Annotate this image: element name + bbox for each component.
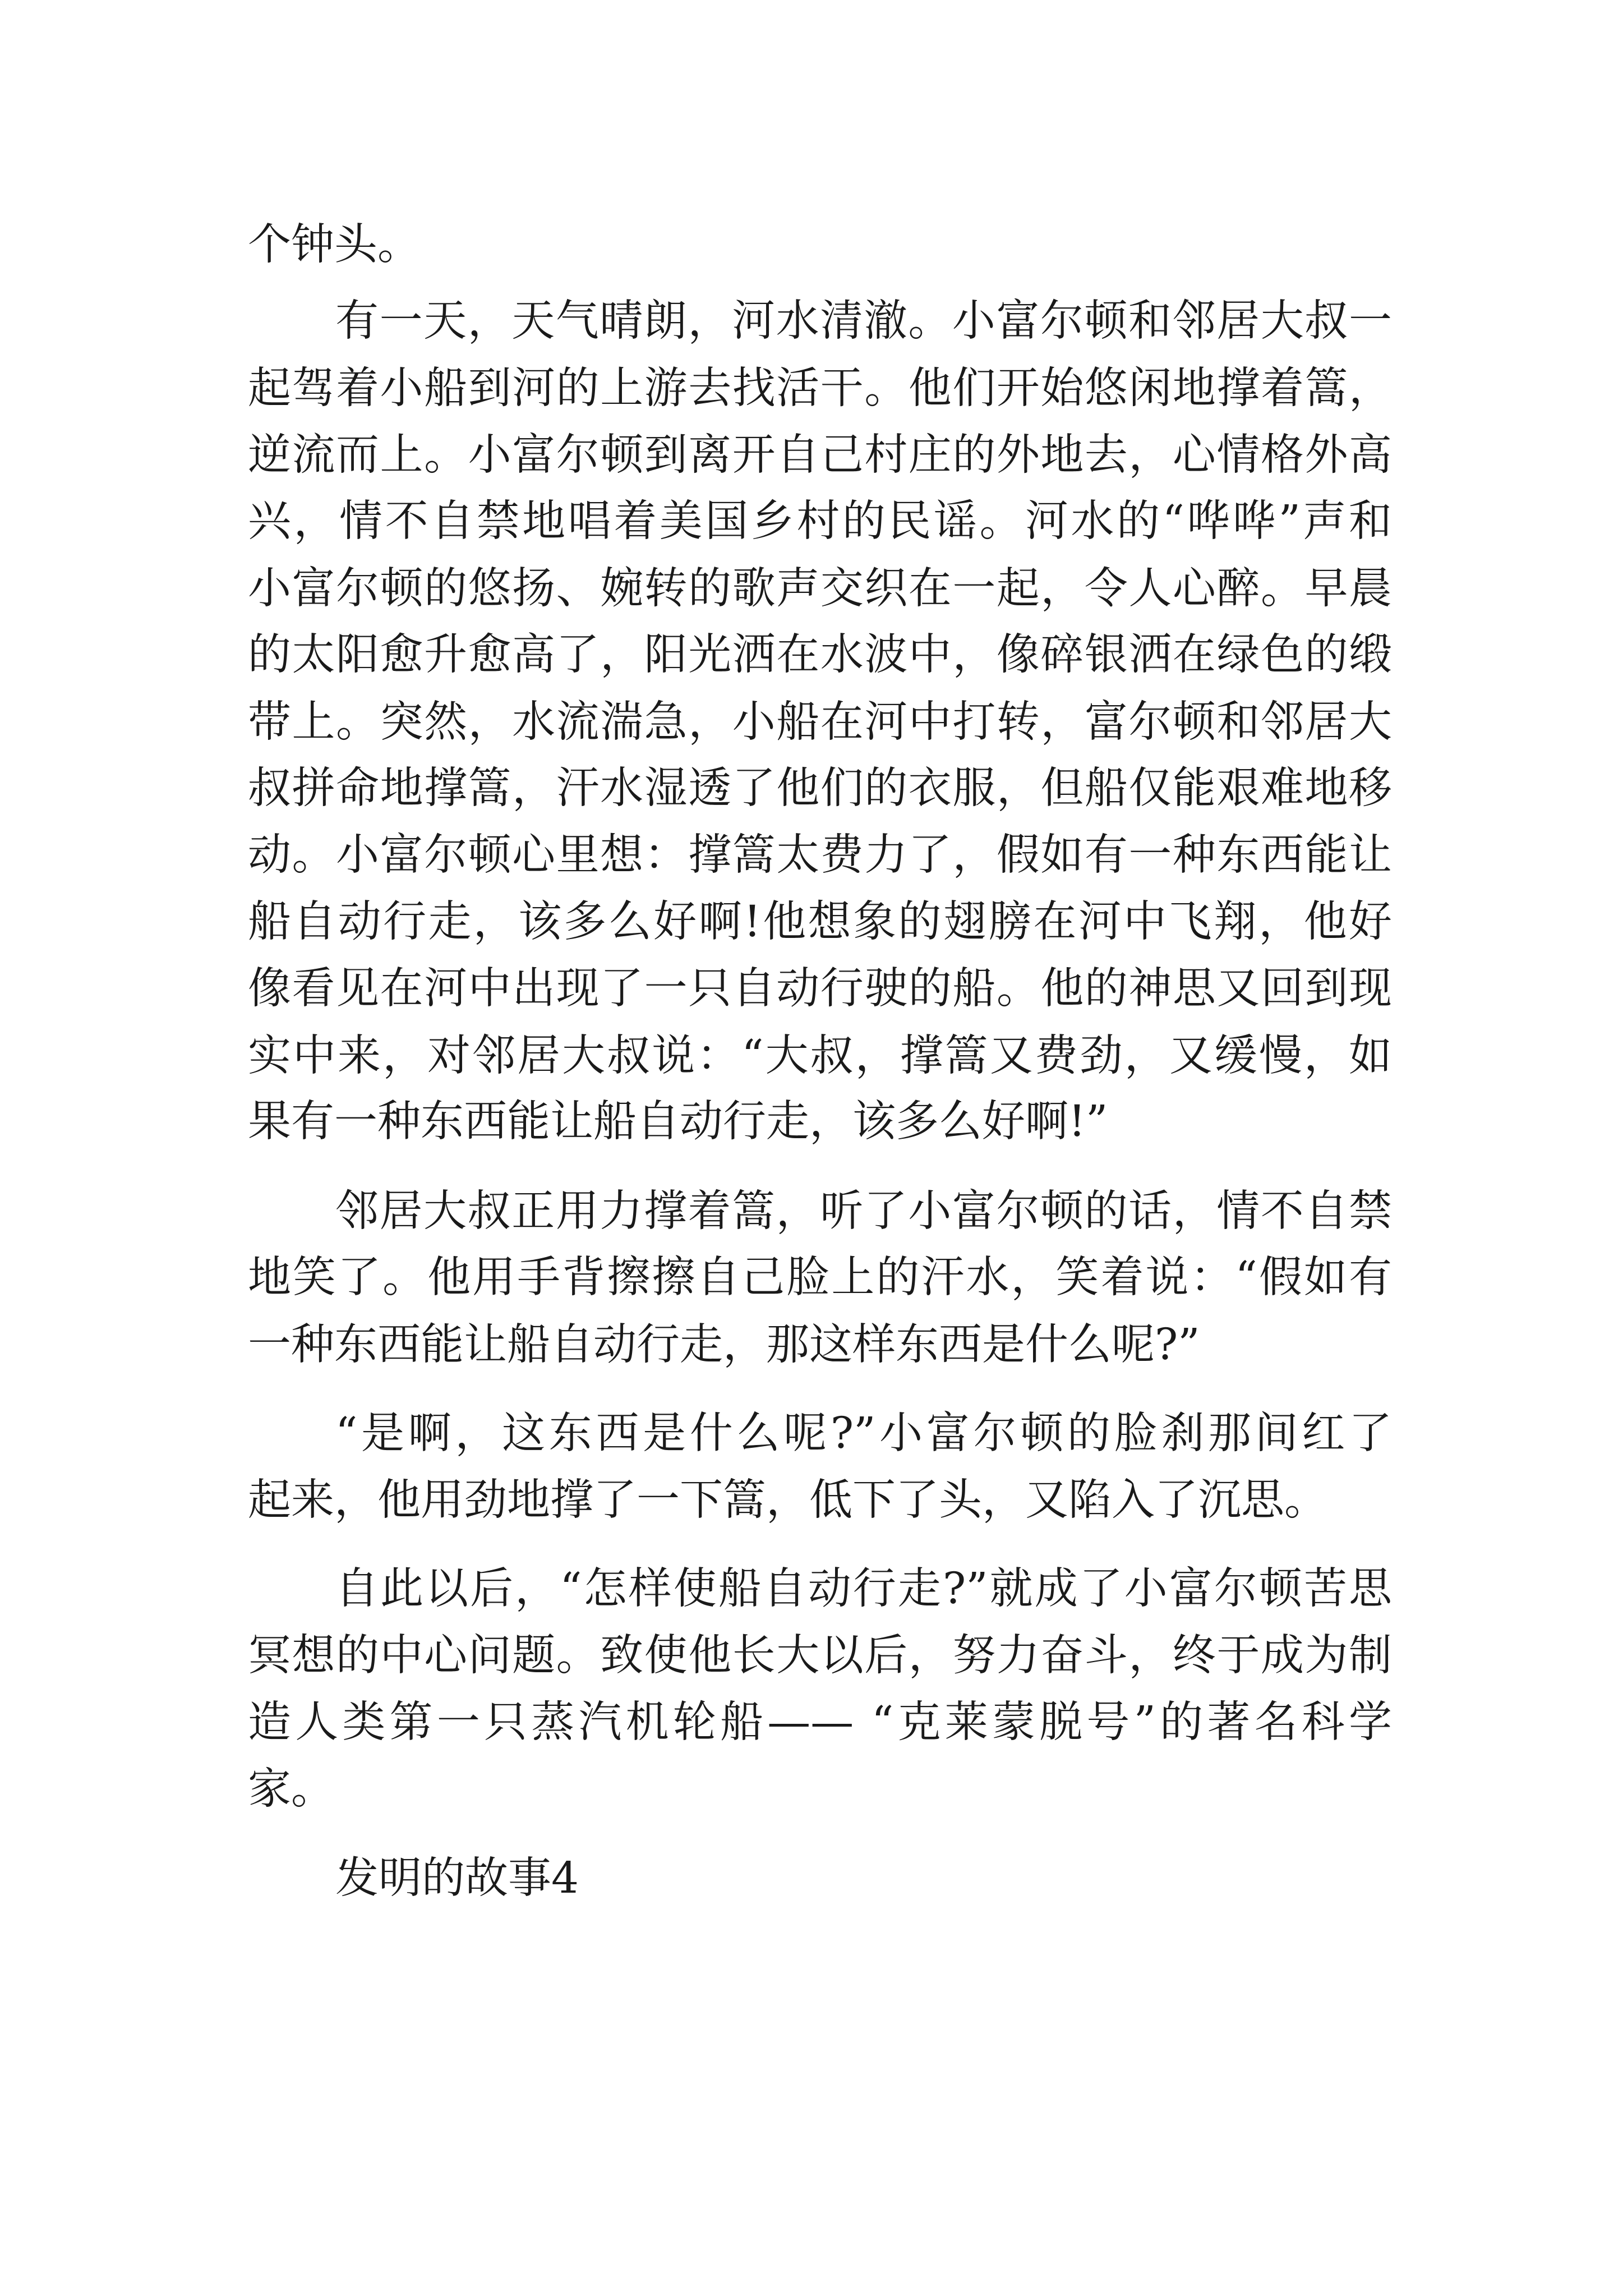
paragraph-1-line-3: 逆流而上。小富尔顿到离开自己村庄的外地去，心情格外高	[248, 430, 1392, 480]
paragraph-3-line-1: “是啊，这东西是什么呢?”小富尔顿的脸刹那间红了	[335, 1409, 1392, 1458]
paragraph-3-line-2: 起来，他用劲地撑了一下篙，低下了头，又陷入了沉思。	[248, 1475, 1327, 1525]
paragraph-1-line-7: 带上。突然，水流湍急，小船在河中打转，富尔顿和邻居大	[248, 697, 1392, 747]
paragraph-2-line-2: 地笑了。他用手背擦擦自己脸上的汗水，笑着说：“假如有	[248, 1253, 1392, 1303]
paragraph-1-line-2: 起驾着小船到河的上游去找活干。他们开始悠闲地撑着篙，	[248, 364, 1392, 413]
paragraph-4-line-2: 冥想的中心问题。致使他长大以后，努力奋斗，终于成为制	[248, 1631, 1392, 1681]
paragraph-2-line-3: 一种东西能让船自动行走，那这样东西是什么呢?”	[248, 1320, 1200, 1370]
paragraph-1-line-9: 动。小富尔顿心里想：撑篙太费力了，假如有一种东西能让	[248, 830, 1392, 880]
text-line-1: 个钟头。	[248, 220, 421, 270]
paragraph-1-line-6: 的太阳愈升愈高了，阳光洒在水波中，像碎银洒在绿色的缎	[248, 630, 1392, 680]
paragraph-4-line-4: 家。	[248, 1764, 334, 1814]
paragraph-1-line-5: 小富尔顿的悠扬、婉转的歌声交织在一起，令人心醉。早晨	[248, 564, 1392, 614]
section-heading: 发明的故事4	[335, 1853, 579, 1903]
paragraph-1-line-10: 船自动行走，该多么好啊!他想象的翅膀在河中飞翔，他好	[248, 897, 1392, 947]
paragraph-1-line-13: 果有一种东西能让船自动行走，该多么好啊!”	[248, 1097, 1108, 1147]
paragraph-1-line-11: 像看见在河中出现了一只自动行驶的船。他的神思又回到现	[248, 964, 1392, 1014]
paragraph-1-line-8: 叔拼命地撑篙，汗水湿透了他们的衣服，但船仅能艰难地移	[248, 763, 1392, 813]
paragraph-1-line-12: 实中来，对邻居大叔说：“大叔，撑篙又费劲，又缓慢，如	[248, 1031, 1392, 1081]
paragraph-2-line-1: 邻居大叔正用力撑着篙，听了小富尔顿的话，情不自禁	[335, 1186, 1392, 1236]
paragraph-4-line-1: 自此以后，“怎样使船自动行走?”就成了小富尔顿苦思	[335, 1564, 1392, 1614]
paragraph-1-line-1: 有一天，天气晴朗，河水清澈。小富尔顿和邻居大叔一	[335, 296, 1392, 346]
paragraph-1-line-4: 兴，情不自禁地唱着美国乡村的民谣。河水的“哗哗”声和	[248, 496, 1392, 546]
paragraph-4-line-3: 造人类第一只蒸汽机轮船—— “克莱蒙脱号”的著名科学	[248, 1697, 1392, 1747]
